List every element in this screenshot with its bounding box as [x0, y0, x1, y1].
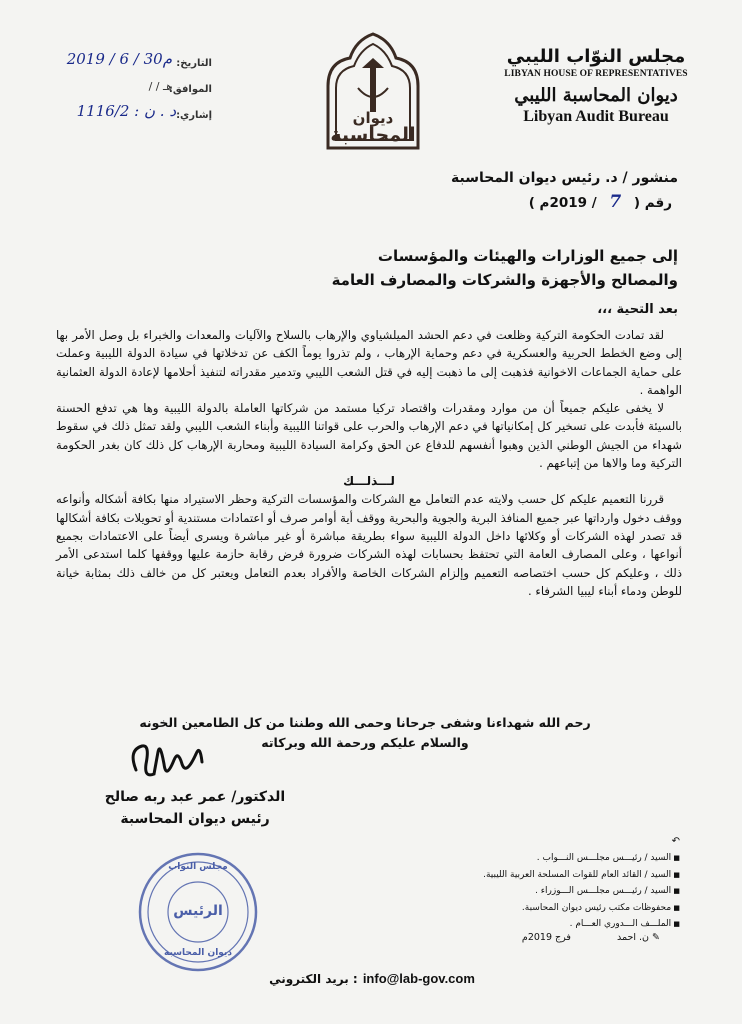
org-name-en: LIBYAN HOUSE OF REPRESENTATIVES [504, 69, 688, 79]
letter-body [56, 326, 682, 600]
circular-number-value: 7 [609, 192, 622, 212]
handwritten-signature-icon [124, 734, 214, 794]
corresponding-row [62, 74, 212, 100]
circular-number-label: رقم ( [633, 195, 672, 211]
body-paragraph-1: لقد تمادت الحكومة التركية وظلعت في دعم الحشد الميلشياوي والإرهاب بالسلاح والآليات والمعدات والخبراء بل وصل الأمر بها إلى وضع الخطط الحربية والعسكرية في دعم وحماية الإرهاب ، ولم تذروا يوماً الكف عن تدخلاتها في سيادة الدولة الليبية وعملت على حماية الجماعات الاخوانية فذهبت إلى ما ذهبت إليه في قتل الشعب الليبي وتدمير مقدراته لتنفيذ أحلامها لإعادة الدولة العثمانية الواهمة . [56, 328, 682, 397]
stamp-outer-text: مجلس النواب [168, 862, 228, 872]
body-paragraph-3: قررنا التعميم عليكم كل حسب ولايته عدم التعامل مع الشركات والمؤسسات التركية وحظر الاستيراد منها بكافة أشكاله وأنواعه ووقف دخول وارداتها عبر جميع المنافذ البرية والجوية والبحرية ووقف أية أوامر صرف أو اعتمادات مستندية أو تحويلات بكافة أشكالها قد تصدر لهذه الشركات أو وكلائها داخل الدولة الليبية سواء بطريقة مباشرة أو غير مباشرة ويسرى أيضاً على الاعتمادات بجميع أنواعها ، وعلى المصارف العامة التي تحتفظ بحسابات لهذه الشركات ضرورة فرض رقابة حازمة عليها ووقفها كلما استدعى الأمر ذلك ، وعليكم كل حسب اختصاصه التعميم وإلزام الشركات الخاصة والأفراد بعدم التعامل ويعتبر كل من خالف ذلك بمثابة خيانة للوطن ودماء أبناء ليبيا الشرفاء . [56, 492, 682, 598]
cc-list [420, 836, 680, 933]
cc-item: ■ السيد / القائد العام للقوات المسلحة العربية الليبية. [483, 869, 680, 880]
greeting: بعد التحية ،،، [597, 302, 678, 317]
closing-line2: والسلام عليكم ورحمة الله وبركاته [261, 735, 469, 750]
date-value: 2019 / 6 / 30م [66, 50, 172, 68]
date-row [62, 50, 212, 74]
corresponding-label: الموافق: [168, 84, 212, 95]
body-paragraph-2: لا يخفى عليكم جميعاً أن من موارد ومقدرات واقتصاد تركيا مستمد من شركاتها العاملة بالدولة الليبية وها هي تدفع الحسنة بالسيئة فأبدت على تسخير كل إمكانياتها في دعم الإرهاب والحرب على قواتنا الليبية وأبناء الشعب الليبي ولقد تمثل ذلك في سقوط شهداء من الجيش الوطني الذين وهبوا أنفسهم للدفاع عن الحق وكرامة السيادة الليبية ومحاربة الإرهاب كل ذلك كان بغدر الحكومة التركية وما والاها من إتباعهم . [56, 401, 682, 471]
bureau-name-en: Libyan Audit Bureau [523, 108, 669, 125]
signatory-name: الدكتور/ عمر عبد ربه صالح [104, 789, 286, 805]
circular-header [240, 170, 678, 212]
typist-icon: ✎ [649, 932, 660, 943]
reference-block [62, 50, 212, 126]
typist-initials: ن. احمد [617, 932, 650, 943]
typist-date: فرج 2019م [521, 932, 571, 943]
signatory-block [70, 786, 320, 830]
section-heading: لـــذلـــك [343, 474, 395, 489]
organization-header [480, 46, 712, 126]
cc-item: ■ الملـــف الـــدوري العـــام . [569, 919, 680, 929]
cc-item: ■ السيد / رئيـــس مجلـــس الـــوزراء . [535, 886, 680, 896]
date-label: التاريخ: [176, 58, 212, 69]
signatory-title: رئيس ديوان المحاسبة [120, 811, 270, 827]
circular-number [240, 192, 672, 212]
stamp-center-text: الرئيس [173, 903, 223, 919]
cc-item: ■ محفوظات مكتب رئيس ديوان المحاسبة. [521, 902, 680, 913]
addressee-block [270, 244, 678, 292]
bureau-name-ar: ديوان المحاسبة الليبي [514, 85, 678, 106]
logo-text-bottom: المحاسبة [330, 124, 416, 146]
closing-line1: رحم الله شهداءنا وشفى جرحانا وحمى الله وطننا من كل الطامعين الخونه [139, 715, 591, 730]
reference-row [62, 100, 212, 126]
stamp-lower-text: ديوان المحاسبة [164, 948, 232, 958]
cc-marker-icon: ↶ [671, 836, 680, 847]
reference-label: إشاري: [176, 110, 212, 121]
logo-text-top: ديوان [352, 109, 394, 127]
audit-bureau-logo [318, 28, 428, 152]
email-address: info@lab-gov.com [362, 971, 475, 986]
corresponding-value: / / هـ [148, 80, 172, 93]
addressee-line1: إلى جميع الوزارات والهيئات والمؤسسات [377, 247, 678, 265]
org-name-ar: مجلس النوّاب الليبي [506, 46, 686, 67]
cc-item: ■ السيد / رئيـــس مجلـــس النـــواب . [536, 853, 680, 863]
typist-line [420, 932, 660, 943]
circular-number-year: / 2019م ) [528, 195, 597, 211]
circular-title: منشور / د. رئيس ديوان المحاسبة [450, 170, 678, 186]
reference-value: 1116/2 : د . ن [76, 102, 176, 120]
addressee-line2: والمصالح والأجهزة والشركات والمصارف العامة [331, 271, 678, 289]
footer-contact [230, 968, 520, 987]
email-label: بريد الكتروني : [269, 972, 358, 986]
signature [124, 734, 214, 794]
official-stamp [136, 850, 260, 974]
